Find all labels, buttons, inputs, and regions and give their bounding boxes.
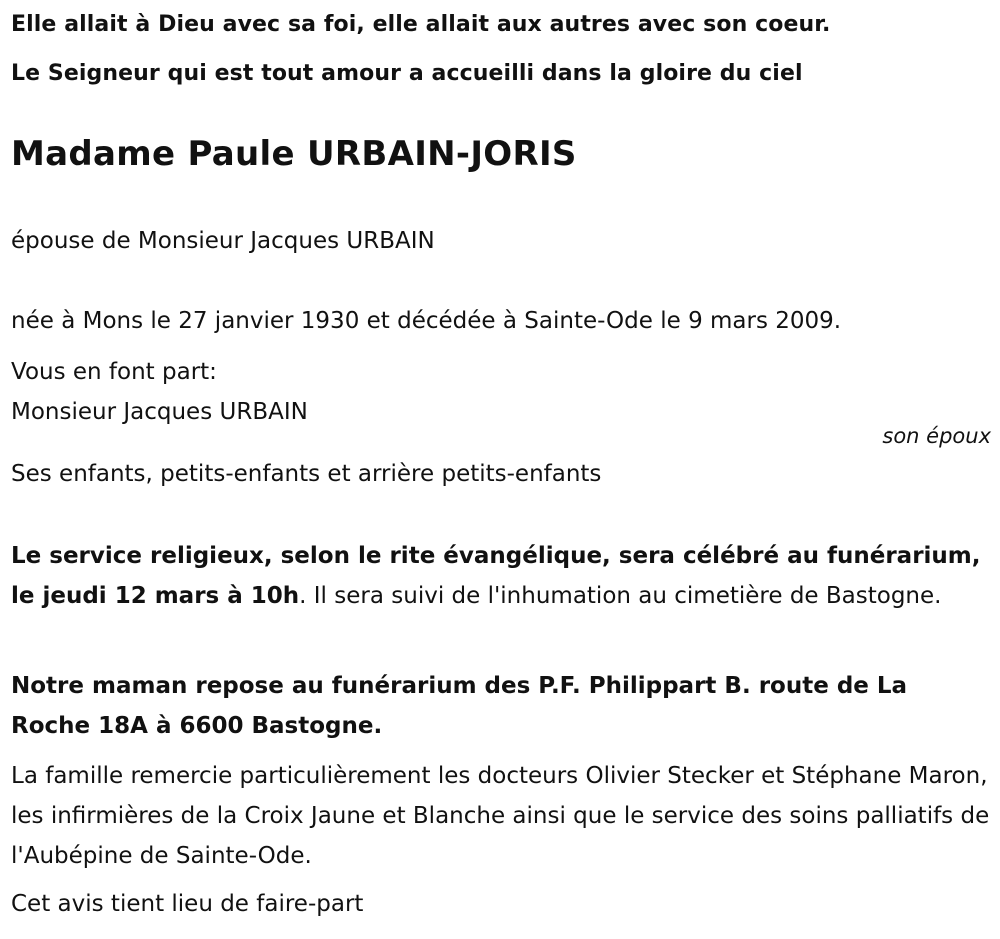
service-details: Le service religieux, selon le rite évangélique, sera célébré au funérarium, le jeudi 12 mars à 10h <box>11 543 981 609</box>
family-others: Ses enfants, petits-enfants et arrière petits-enfants <box>11 461 602 487</box>
spouse-line: épouse de Monsieur Jacques URBAIN <box>11 228 435 254</box>
family-member-name: Monsieur Jacques URBAIN <box>11 399 308 425</box>
repose-paragraph: Notre maman repose au funérarium des P.F. Philippart B. route de La Roche 18A à 6600 Bastogne. <box>11 673 908 739</box>
closing-line: Cet avis tient lieu de faire-part <box>11 891 364 917</box>
dates-line: née à Mons le 27 janvier 1930 et décédée à Sainte-Ode le 9 mars 2009. <box>11 308 842 334</box>
thanks-paragraph: La famille remercie particulièrement les docteurs Olivier Stecker et Stéphane Maron, les infirmières de la Croix Jaune et Blanche ainsi que le service des soins palliatifs de l'Aubépine de Sainte-Ode. <box>11 763 990 869</box>
service-paragraph <box>11 536 991 616</box>
announcement-intro: Vous en font part: <box>11 359 217 385</box>
family-member-role: son époux <box>882 424 991 448</box>
quote-line-1: Elle allait à Dieu avec sa foi, elle allait aux autres avec son coeur. <box>11 12 831 37</box>
burial-details: . Il sera suivi de l'inhumation au cimetière de Bastogne. <box>299 583 942 609</box>
deceased-name: Madame Paule URBAIN-JORIS <box>11 134 577 174</box>
quote-line-2: Le Seigneur qui est tout amour a accueilli dans la gloire du ciel <box>11 61 803 86</box>
